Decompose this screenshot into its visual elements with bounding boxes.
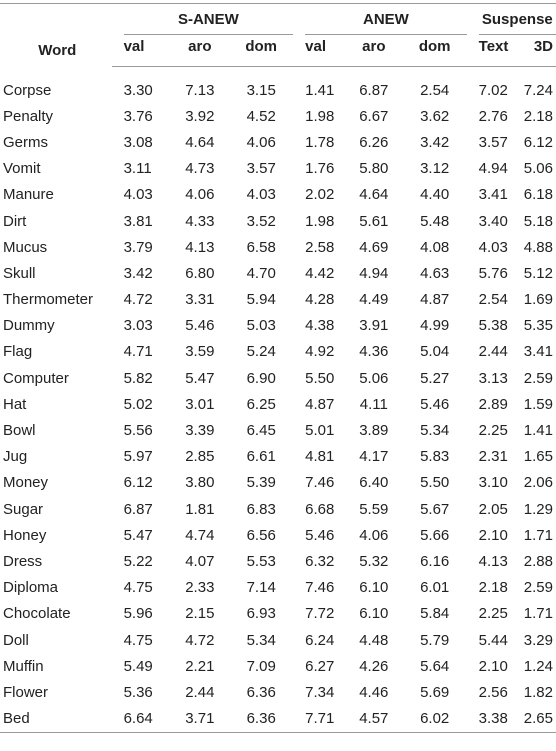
value-cell-s-anew-dom: 5.24	[246, 343, 276, 361]
word-cell: Dirt	[3, 212, 27, 230]
value-cell-anew-dom: 4.63	[420, 264, 450, 282]
value-cell-anew-aro: 4.57	[345, 706, 403, 733]
value-cell-suspense-text: 2.44	[478, 343, 508, 361]
value-cell-suspense-3d: 1.82	[523, 683, 553, 701]
value-cell-anew-val: 4.87	[305, 395, 335, 413]
value-cell-suspense-3d: 2.65	[515, 706, 556, 733]
value-cell-suspense-text: 5.76	[478, 264, 508, 282]
value-cell-suspense-3d: 1.41	[523, 422, 553, 440]
word-cell: Corpse	[3, 81, 52, 99]
word-cell: Bowl	[3, 422, 36, 440]
value-cell-s-anew-aro: 3.80	[185, 474, 215, 492]
value-cell-s-anew-aro: 4.72	[185, 631, 215, 649]
table-row	[0, 627, 556, 653]
value-cell-s-anew-aro: 3.39	[185, 422, 215, 440]
value-cell-suspense-3d: 2.59	[523, 579, 553, 597]
value-cell-suspense-text: 2.89	[478, 395, 508, 413]
value-cell-s-anew-aro: 4.13	[185, 238, 215, 256]
table-row	[0, 103, 556, 129]
value-cell-s-anew-val: 5.97	[123, 448, 153, 466]
value-cell-suspense-text: 5.38	[478, 317, 508, 335]
value-cell-s-anew-aro: 4.06	[185, 186, 215, 204]
value-cell-anew-val: 7.71	[293, 706, 345, 733]
table-row	[0, 365, 556, 391]
word-cell: Manure	[3, 186, 54, 204]
value-cell-suspense-text: 3.57	[478, 133, 508, 151]
value-cell-suspense-3d: 2.88	[523, 552, 553, 570]
value-cell-s-anew-dom: 6.45	[246, 422, 276, 440]
value-cell-anew-aro: 5.59	[359, 500, 389, 518]
word-cell: Penalty	[3, 107, 54, 125]
table-row	[0, 470, 556, 496]
value-cell-anew-dom: 3.42	[420, 133, 450, 151]
value-cell-anew-val: 1.78	[305, 133, 335, 151]
value-cell-anew-aro: 6.40	[359, 474, 389, 492]
value-cell-anew-dom: 5.04	[420, 343, 450, 361]
value-cell-anew-aro: 5.06	[359, 369, 389, 387]
value-cell-suspense-text: 3.40	[478, 212, 508, 230]
value-cell-anew-val: 1.98	[305, 212, 335, 230]
table-row	[0, 313, 556, 339]
value-cell-s-anew-aro: 4.07	[185, 552, 215, 570]
value-cell-s-anew-aro: 4.73	[185, 160, 215, 178]
value-cell-anew-dom: 5.84	[420, 605, 450, 623]
value-cell-anew-dom: 5.27	[420, 369, 450, 387]
table-row	[0, 496, 556, 522]
value-cell-anew-dom: 4.99	[420, 317, 450, 335]
value-cell-anew-aro: 5.32	[359, 552, 389, 570]
value-cell-s-anew-dom: 6.93	[246, 605, 276, 623]
value-cell-suspense-text: 3.13	[478, 369, 508, 387]
word-cell: Muffin	[3, 657, 44, 675]
value-cell-s-anew-aro: 1.81	[185, 500, 215, 518]
value-cell-anew-aro: 4.48	[359, 631, 389, 649]
value-cell-anew-val: 7.46	[305, 474, 335, 492]
word-cell: Mucus	[3, 238, 48, 256]
value-cell-s-anew-dom: 6.61	[246, 448, 276, 466]
subheader-anew-dom: dom	[403, 35, 467, 67]
value-cell-s-anew-aro: 5.47	[185, 369, 215, 387]
word-cell: Computer	[3, 369, 69, 387]
ratings-table	[0, 3, 556, 733]
subheader-anew-val: val	[293, 35, 345, 67]
value-cell-s-anew-aro: 7.13	[185, 81, 215, 99]
subheader-s-anew-dom: dom	[229, 35, 293, 67]
value-cell-anew-aro: 4.94	[359, 264, 389, 282]
value-cell-anew-aro: 6.10	[359, 579, 389, 597]
value-cell-suspense-text: 2.31	[478, 448, 508, 466]
value-cell-s-anew-val: 5.02	[123, 395, 153, 413]
word-column-header: Word	[0, 4, 112, 67]
table-row	[0, 234, 556, 260]
value-cell-s-anew-dom: 5.34	[246, 631, 276, 649]
value-cell-s-anew-val: 5.36	[123, 683, 153, 701]
table-row	[0, 391, 556, 417]
value-cell-suspense-text: 2.25	[478, 605, 508, 623]
value-cell-anew-val: 2.02	[305, 186, 335, 204]
value-cell-s-anew-val: 3.81	[123, 212, 153, 230]
value-cell-anew-val: 4.38	[305, 317, 335, 335]
value-cell-suspense-3d: 5.35	[523, 317, 553, 335]
group-header-suspense	[467, 4, 556, 36]
group-header-s-anew	[112, 4, 294, 36]
subheader-s-anew-aro: aro	[170, 35, 229, 67]
value-cell-suspense-3d: 2.18	[523, 107, 553, 125]
value-cell-s-anew-dom: 4.06	[246, 133, 276, 151]
word-cell: Germs	[3, 133, 48, 151]
value-cell-s-anew-dom: 6.90	[246, 369, 276, 387]
value-cell-anew-val: 7.72	[305, 605, 335, 623]
value-cell-anew-val: 7.46	[305, 579, 335, 597]
table-row	[0, 339, 556, 365]
value-cell-anew-aro: 4.26	[359, 657, 389, 675]
value-cell-anew-aro: 6.10	[359, 605, 389, 623]
table-row	[0, 575, 556, 601]
word-cell: Diploma	[3, 579, 59, 597]
value-cell-anew-aro: 6.87	[359, 81, 389, 99]
value-cell-anew-dom: 5.46	[420, 395, 450, 413]
value-cell-anew-val: 6.32	[305, 552, 335, 570]
value-cell-anew-val: 6.27	[305, 657, 335, 675]
value-cell-suspense-3d: 1.59	[523, 395, 553, 413]
value-cell-s-anew-val: 5.22	[123, 552, 153, 570]
group-header-suspense-label: Suspense	[479, 11, 556, 35]
value-cell-anew-val: 1.98	[305, 107, 335, 125]
value-cell-anew-dom: 3.62	[420, 107, 450, 125]
value-cell-anew-val: 5.46	[305, 526, 335, 544]
word-cell: Thermometer	[3, 291, 94, 309]
value-cell-s-anew-dom: 3.57	[246, 160, 276, 178]
value-cell-s-anew-dom: 4.03	[246, 186, 276, 204]
value-cell-suspense-3d: 2.59	[523, 369, 553, 387]
value-cell-suspense-3d: 3.29	[523, 631, 553, 649]
value-cell-s-anew-dom: 5.39	[246, 474, 276, 492]
value-cell-suspense-text: 2.76	[478, 107, 508, 125]
value-cell-suspense-text: 3.10	[478, 474, 508, 492]
value-cell-suspense-text: 2.25	[478, 422, 508, 440]
group-header-s-anew-label: S-ANEW	[124, 11, 294, 35]
value-cell-anew-val: 4.28	[305, 291, 335, 309]
group-header-anew-label: ANEW	[305, 11, 466, 35]
value-cell-s-anew-val: 3.79	[123, 238, 153, 256]
value-cell-suspense-text: 4.13	[478, 552, 508, 570]
value-cell-anew-dom: 6.16	[420, 552, 450, 570]
table-row	[0, 182, 556, 208]
subheader-s-anew-val: val	[112, 35, 171, 67]
table-row	[0, 522, 556, 548]
value-cell-suspense-text: 3.38	[467, 706, 516, 733]
value-cell-s-anew-aro: 2.15	[185, 605, 215, 623]
value-cell-s-anew-dom: 6.25	[246, 395, 276, 413]
value-cell-anew-dom: 2.54	[420, 81, 450, 99]
value-cell-s-anew-dom: 3.52	[246, 212, 276, 230]
value-cell-s-anew-aro: 3.71	[170, 706, 229, 733]
value-cell-anew-aro: 3.89	[359, 422, 389, 440]
value-cell-suspense-3d: 5.18	[523, 212, 553, 230]
value-cell-s-anew-val: 5.47	[123, 526, 153, 544]
value-cell-anew-dom: 5.50	[420, 474, 450, 492]
value-cell-anew-aro: 6.67	[359, 107, 389, 125]
value-cell-s-anew-aro: 3.31	[185, 291, 215, 309]
value-cell-s-anew-val: 3.08	[123, 133, 153, 151]
value-cell-s-anew-aro: 6.80	[185, 264, 215, 282]
word-cell: Flag	[3, 343, 33, 361]
value-cell-anew-dom: 6.02	[403, 706, 467, 733]
value-cell-anew-dom: 5.83	[420, 448, 450, 466]
value-cell-suspense-3d: 2.06	[523, 474, 553, 492]
value-cell-suspense-text: 2.10	[478, 526, 508, 544]
value-cell-s-anew-val: 4.72	[123, 291, 153, 309]
value-cell-anew-val: 1.76	[305, 160, 335, 178]
value-cell-anew-aro: 4.11	[359, 395, 388, 413]
value-cell-suspense-text: 4.03	[478, 238, 508, 256]
word-cell: Chocolate	[3, 605, 71, 623]
value-cell-s-anew-aro: 2.44	[185, 683, 215, 701]
subheader-anew-aro: aro	[345, 35, 403, 67]
value-cell-suspense-3d: 1.69	[523, 291, 553, 309]
value-cell-anew-aro: 4.17	[359, 448, 389, 466]
value-cell-s-anew-val: 3.11	[123, 160, 152, 178]
table-row	[0, 287, 556, 313]
value-cell-s-anew-dom: 7.14	[246, 579, 276, 597]
header-spacer	[0, 67, 556, 78]
value-cell-s-anew-val: 3.30	[123, 81, 153, 99]
table-row	[0, 417, 556, 443]
value-cell-anew-dom: 5.48	[420, 212, 450, 230]
value-cell-anew-dom: 4.08	[420, 238, 450, 256]
value-cell-s-anew-val: 6.64	[112, 706, 171, 733]
value-cell-anew-dom: 5.79	[420, 631, 450, 649]
value-cell-s-anew-dom: 5.94	[246, 291, 276, 309]
value-cell-anew-val: 7.34	[305, 683, 335, 701]
value-cell-anew-val: 6.68	[305, 500, 335, 518]
value-cell-s-anew-dom: 3.15	[246, 81, 276, 99]
value-cell-s-anew-aro: 4.64	[185, 133, 215, 151]
value-cell-suspense-3d: 1.24	[523, 657, 553, 675]
table-row	[0, 679, 556, 705]
value-cell-s-anew-val: 4.71	[123, 343, 153, 361]
value-cell-suspense-3d: 7.24	[523, 81, 553, 99]
value-cell-s-anew-dom: 5.03	[246, 317, 276, 335]
value-cell-s-anew-dom: 6.36	[246, 683, 276, 701]
value-cell-suspense-3d: 4.88	[523, 238, 553, 256]
value-cell-suspense-text: 7.02	[478, 81, 508, 99]
value-cell-s-anew-aro: 4.74	[185, 526, 215, 544]
value-cell-s-anew-dom: 4.70	[246, 264, 276, 282]
value-cell-s-anew-aro: 2.33	[185, 579, 215, 597]
value-cell-anew-aro: 4.06	[359, 526, 389, 544]
table-row	[0, 444, 556, 470]
value-cell-anew-dom: 3.12	[420, 160, 450, 178]
value-cell-s-anew-val: 3.03	[123, 317, 153, 335]
value-cell-anew-val: 5.01	[305, 422, 335, 440]
value-cell-anew-val: 4.42	[305, 264, 335, 282]
word-cell: Bed	[0, 706, 112, 733]
value-cell-s-anew-dom: 4.52	[246, 107, 276, 125]
value-cell-suspense-text: 2.54	[478, 291, 508, 309]
word-cell: Dummy	[3, 317, 55, 335]
word-cell: Money	[3, 474, 49, 492]
word-cell: Sugar	[3, 500, 44, 518]
table-row	[0, 548, 556, 574]
value-cell-suspense-3d: 1.65	[523, 448, 553, 466]
value-cell-s-anew-val: 3.76	[123, 107, 153, 125]
value-cell-s-anew-val: 4.75	[123, 631, 153, 649]
table-row	[0, 208, 556, 234]
table-row	[0, 601, 556, 627]
value-cell-suspense-text: 4.94	[478, 160, 508, 178]
word-cell: Dress	[3, 552, 43, 570]
value-cell-anew-dom: 5.64	[420, 657, 450, 675]
value-cell-anew-dom: 5.69	[420, 683, 450, 701]
value-cell-anew-dom: 4.40	[420, 186, 450, 204]
value-cell-s-anew-aro: 4.33	[185, 212, 215, 230]
value-cell-s-anew-val: 5.96	[123, 605, 153, 623]
value-cell-s-anew-val: 6.87	[123, 500, 153, 518]
value-cell-s-anew-aro: 2.21	[185, 657, 215, 675]
value-cell-s-anew-dom: 6.83	[246, 500, 276, 518]
value-cell-anew-dom: 5.34	[420, 422, 450, 440]
word-cell: Hat	[3, 395, 27, 413]
value-cell-anew-aro: 5.80	[359, 160, 389, 178]
word-cell: Skull	[3, 264, 36, 282]
table-row	[0, 260, 556, 286]
value-cell-suspense-3d: 5.06	[523, 160, 553, 178]
value-cell-suspense-3d: 1.29	[523, 500, 553, 518]
value-cell-suspense-3d: 1.71	[523, 605, 553, 623]
value-cell-s-anew-val: 5.56	[123, 422, 153, 440]
value-cell-suspense-text: 3.41	[478, 186, 508, 204]
value-cell-s-anew-val: 5.49	[123, 657, 153, 675]
word-cell: Jug	[3, 448, 28, 466]
value-cell-anew-aro: 4.69	[359, 238, 389, 256]
word-cell: Vomit	[3, 160, 41, 178]
value-cell-suspense-text: 5.44	[478, 631, 508, 649]
value-cell-s-anew-aro: 3.01	[185, 395, 215, 413]
value-cell-s-anew-dom: 6.36	[229, 706, 293, 733]
table-header	[0, 4, 556, 67]
value-cell-s-anew-aro: 5.46	[185, 317, 215, 335]
value-cell-suspense-3d: 3.41	[523, 343, 553, 361]
value-cell-suspense-text: 2.56	[478, 683, 508, 701]
value-cell-s-anew-dom: 7.09	[246, 657, 276, 675]
value-cell-anew-aro: 4.64	[359, 186, 389, 204]
value-cell-anew-dom: 6.01	[420, 579, 450, 597]
value-cell-suspense-3d: 6.12	[523, 133, 553, 151]
group-header-anew	[293, 4, 466, 36]
value-cell-s-anew-val: 3.42	[123, 264, 153, 282]
value-cell-anew-val: 2.58	[305, 238, 335, 256]
value-cell-anew-val: 4.92	[305, 343, 335, 361]
value-cell-s-anew-aro: 2.85	[185, 448, 215, 466]
value-cell-anew-aro: 3.91	[359, 317, 389, 335]
value-cell-suspense-text: 2.10	[478, 657, 508, 675]
value-cell-suspense-3d: 1.71	[523, 526, 553, 544]
subheader-suspense-text: Text	[467, 35, 516, 67]
value-cell-s-anew-aro: 3.59	[185, 343, 215, 361]
value-cell-s-anew-dom: 5.53	[246, 552, 276, 570]
value-cell-anew-dom: 4.87	[420, 291, 450, 309]
value-cell-s-anew-val: 5.82	[123, 369, 153, 387]
word-cell: Flower	[3, 683, 49, 701]
value-cell-anew-val: 1.41	[305, 81, 335, 99]
value-cell-s-anew-dom: 6.56	[246, 526, 276, 544]
value-cell-anew-aro: 4.46	[359, 683, 389, 701]
table-row	[0, 77, 556, 103]
table-row	[0, 706, 556, 733]
value-cell-suspense-text: 2.18	[478, 579, 508, 597]
word-cell: Honey	[3, 526, 47, 544]
value-cell-anew-aro: 6.26	[359, 133, 389, 151]
subheader-suspense-3d: 3D	[515, 35, 556, 67]
value-cell-s-anew-dom: 6.58	[246, 238, 276, 256]
value-cell-s-anew-val: 4.75	[123, 579, 153, 597]
value-cell-anew-aro: 4.49	[359, 291, 389, 309]
table-body	[0, 67, 556, 733]
value-cell-s-anew-val: 4.03	[123, 186, 153, 204]
value-cell-suspense-3d: 5.12	[523, 264, 553, 282]
value-cell-suspense-text: 2.05	[478, 500, 508, 518]
value-cell-anew-val: 4.81	[305, 448, 335, 466]
value-cell-anew-aro: 4.36	[359, 343, 389, 361]
value-cell-anew-dom: 5.66	[420, 526, 450, 544]
group-header-row	[0, 4, 556, 36]
table-row	[0, 653, 556, 679]
value-cell-anew-val: 5.50	[305, 369, 335, 387]
value-cell-anew-aro: 5.61	[359, 212, 389, 230]
value-cell-suspense-3d: 6.18	[523, 186, 553, 204]
word-cell: Doll	[3, 631, 29, 649]
table-row	[0, 156, 556, 182]
table-row	[0, 129, 556, 155]
value-cell-s-anew-aro: 3.92	[185, 107, 215, 125]
value-cell-anew-dom: 5.67	[420, 500, 450, 518]
value-cell-anew-val: 6.24	[305, 631, 335, 649]
value-cell-s-anew-val: 6.12	[123, 474, 153, 492]
